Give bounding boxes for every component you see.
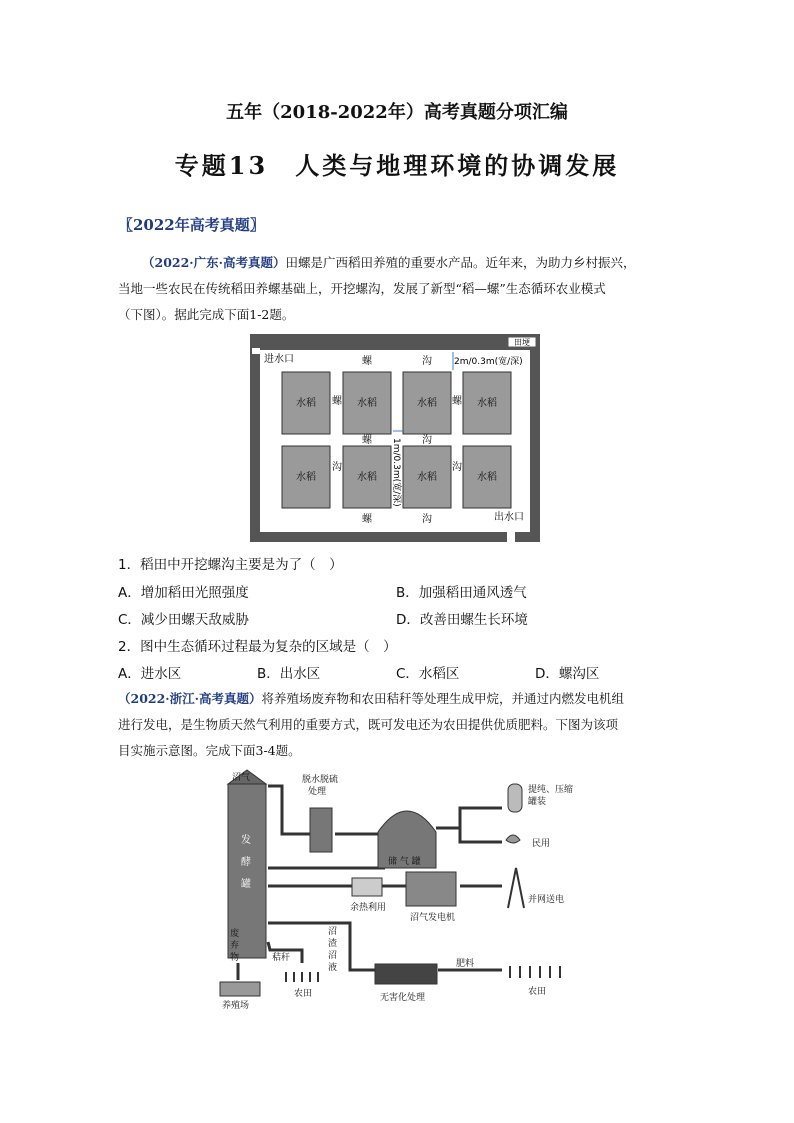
paddy-label: 水稻 xyxy=(296,472,316,483)
ferm-label: 酵 xyxy=(241,857,251,868)
paddy-label: 水稻 xyxy=(477,472,497,483)
paddy-label: 水稻 xyxy=(296,398,316,409)
luo-label: 螺 xyxy=(332,396,342,407)
pipe-to-purify xyxy=(436,808,502,828)
doc-title: 五年（2018-2022年）高考真题分项汇编 xyxy=(226,102,568,123)
desulf-label: 脱水脱硫 xyxy=(302,775,339,785)
field-label-2: 农田 xyxy=(528,987,547,997)
biogas-label: 沼气 xyxy=(232,773,251,783)
waste-label: 废 xyxy=(230,929,240,939)
q2-option-a[interactable]: A．进水区 xyxy=(118,666,182,682)
width-label-mid: 1m/0.3m(宽/深) xyxy=(391,438,401,507)
q2-option-b[interactable]: B．出水区 xyxy=(257,666,321,682)
gou-label: 沟 xyxy=(422,356,432,367)
biogas-generator xyxy=(406,872,456,906)
desulfurization-unit xyxy=(310,808,332,852)
purify-cylinder xyxy=(508,784,522,812)
gou-label: 沟 xyxy=(422,435,432,446)
waste-label: 弃 xyxy=(230,941,240,951)
purify-label-2: 罐装 xyxy=(528,797,547,807)
desulf-label-2: 处理 xyxy=(308,787,327,797)
q1-option-c[interactable]: C．减少田螺天敌威胁 xyxy=(118,612,249,628)
slurry-label: 沼 xyxy=(328,927,338,937)
passage-2 xyxy=(118,686,686,764)
civil-label: 民用 xyxy=(532,839,551,849)
legend-label: 田埂 xyxy=(514,338,530,347)
q2-option-d[interactable]: D．螺沟区 xyxy=(535,666,600,682)
section-label: 〖2022年高考真题〗 xyxy=(118,216,265,234)
passage-1-line: 田螺是广西稻田养殖的重要水产品。近年来，为助力乡村振兴， xyxy=(285,255,636,270)
storage-label: 储 气 罐 xyxy=(388,857,421,867)
luo-label: 螺 xyxy=(362,356,372,367)
passage-1-line: 当地一些农民在传统稻田养螺基础上，开挖螺沟，发展了新型“稻—螺”生态循环农业模式 xyxy=(118,281,606,296)
grid-label: 并网送电 xyxy=(528,895,565,905)
generator-label: 沼气发电机 xyxy=(410,913,456,923)
q1-option-d[interactable]: D．改善田螺生长环境 xyxy=(396,612,528,628)
luo-label: 螺 xyxy=(452,396,462,407)
passage-2-source: （2022·浙江·高考真题） xyxy=(118,691,262,706)
biogas-diagram xyxy=(210,768,590,1013)
heat-exchanger xyxy=(352,878,382,896)
fertilizer-label: 肥料 xyxy=(456,959,475,969)
passage-2-line: 进行发电，是生物质天然气利用的重要方式，既可发电还为农田提供优质肥料。下图为该项 xyxy=(118,717,619,732)
question-2-stem: 2．图中生态循环过程最为复杂的区域是（ ） xyxy=(118,639,397,655)
outlet-label: 出水口 xyxy=(494,512,524,523)
question-1-stem: 1．稻田中开挖螺沟主要是为了（ ） xyxy=(118,557,343,573)
paddy-label: 水稻 xyxy=(417,472,437,483)
paddy-diagram xyxy=(250,334,540,546)
gou-label: 沟 xyxy=(452,462,462,473)
waste-label: 物 xyxy=(230,953,240,963)
ferm-label: 罐 xyxy=(241,879,251,890)
passage-1-line: （下图）。据此完成下面1-2题。 xyxy=(118,307,295,322)
passage-2-line: 目实施示意图。完成下面3-4题。 xyxy=(118,743,301,758)
q1-option-b[interactable]: B．加强稻田通风透气 xyxy=(396,585,527,601)
field-plants-1 xyxy=(286,972,318,982)
gou-label: 沟 xyxy=(332,462,342,473)
farm-label: 养殖场 xyxy=(222,1001,250,1011)
paddy-label: 水稻 xyxy=(357,398,377,409)
field-label: 农田 xyxy=(294,989,313,999)
harmless-label: 无害化处理 xyxy=(380,993,426,1003)
slurry-label: 渣 xyxy=(328,939,338,949)
passage-1-source: （2022·广东·高考真题） xyxy=(142,255,286,270)
gou-label: 沟 xyxy=(422,514,432,525)
purify-label: 提纯、压缩 xyxy=(528,785,574,795)
slurry-label: 沼 xyxy=(328,951,338,961)
inlet-gap xyxy=(252,348,260,354)
luo-label: 螺 xyxy=(362,514,372,525)
outlet-gap xyxy=(507,524,515,544)
pipe-to-civil xyxy=(460,828,502,842)
flame-icon xyxy=(506,835,520,843)
passage-2-line: 将养殖场废弃物和农田秸秆等处理生成甲烷，并通过内燃发电机组 xyxy=(261,691,625,706)
inlet-label: 进水口 xyxy=(264,354,294,365)
topic-title: 专题13 人类与地理环境的协调发展 xyxy=(174,151,620,180)
livestock-farm xyxy=(220,982,260,996)
passage-1 xyxy=(118,250,686,328)
harmless-pool xyxy=(375,964,437,984)
heat-label: 余热利用 xyxy=(350,903,387,913)
q2-option-c[interactable]: C．水稻区 xyxy=(396,666,460,682)
straw-label: 秸秆 xyxy=(272,953,291,963)
paddy-label: 水稻 xyxy=(477,398,497,409)
paddy-label: 水稻 xyxy=(417,398,437,409)
q1-option-a[interactable]: A．增加稻田光照强度 xyxy=(118,585,249,601)
paddy-label: 水稻 xyxy=(357,472,377,483)
power-tower-icon xyxy=(508,868,524,908)
luo-label: 螺 xyxy=(362,435,372,446)
ferm-label: 发 xyxy=(241,835,251,846)
width-label-top: 2m/0.3m(宽/深) xyxy=(454,357,523,367)
pipe-to-desulf xyxy=(268,786,310,834)
field-plants-2 xyxy=(510,966,560,978)
slurry-label: 液 xyxy=(328,963,338,973)
